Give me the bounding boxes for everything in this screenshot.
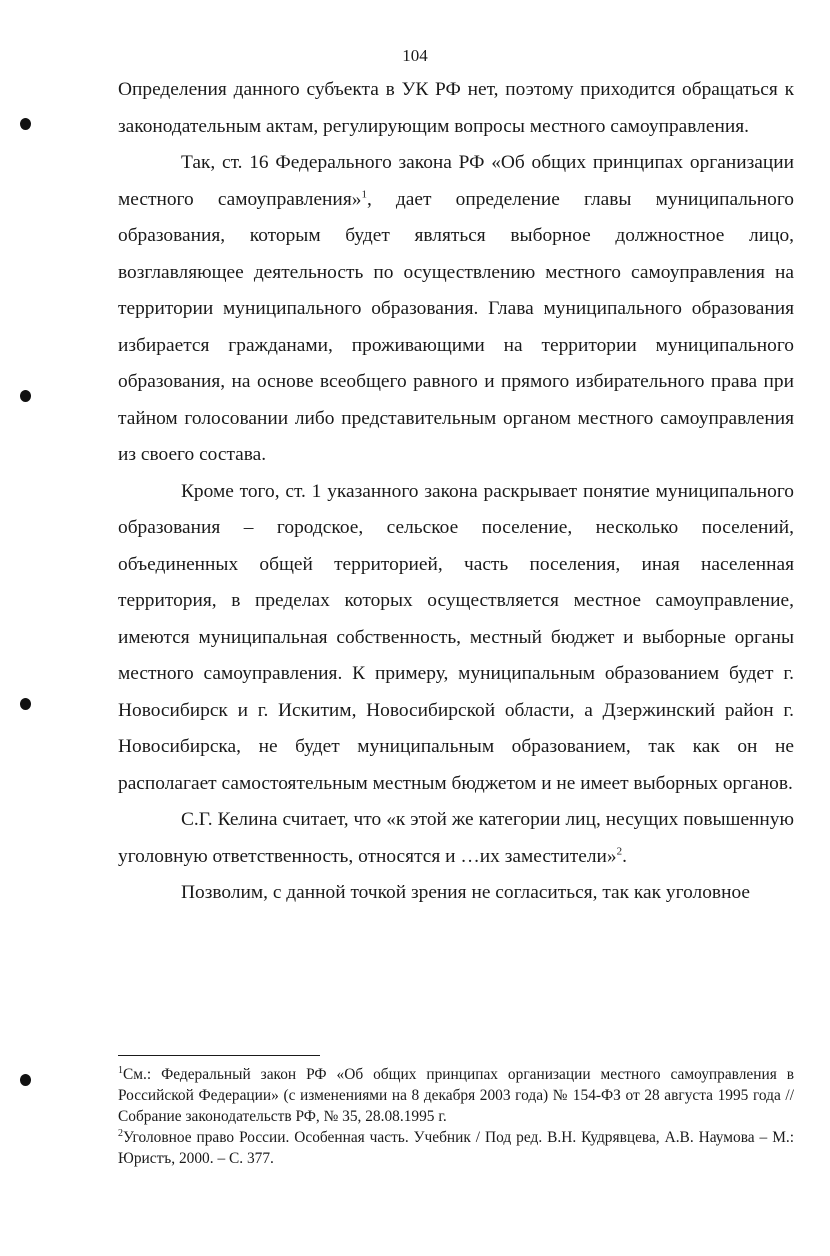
- footnotes: [118, 1064, 794, 1169]
- binding-hole-mark: [20, 698, 31, 710]
- paragraph-kelina: [118, 802, 794, 875]
- footnote-1: [118, 1064, 794, 1127]
- footnote-ref-2[interactable]: 2: [616, 845, 623, 858]
- footnote-2: [118, 1127, 794, 1169]
- paragraph-text: , дает определение главы муниципального образования, которым будет являться выборное должностное лицо, возглавляющее деятельность по осуществлению местного самоуправления на территории муниципального образования. Глава муниципального образования избирается гражданами, проживающими на территории муниципального образования, на основе всеобщего равного и прямого избирательного права при тайном голосовании либо представительным органом местного самоуправления из своего состава.: [118, 188, 794, 465]
- paragraph-article-1: Кроме того, ст. 1 указанного закона раскрывает понятие муниципального образования – городское, сельское поселение, несколько поселений, объединенных общей территорией, часть поселения, иная населенная территория, в пределах которых осуществляется местное самоуправление, имеются муниципальная собственность, местный бюджет и выборные органы местного самоуправления. К примеру, муниципальным образованием будет г. Новосибирск и г. Искитим, Новосибирской области, а Дзержинский район г. Новосибирска, не будет муниципальным образованием, так как он не располагает самостоятельным местным бюджетом и не имеет выборных органов.: [118, 480, 794, 794]
- page-number: 104: [402, 46, 428, 65]
- footnote-text: Уголовное право России. Особенная часть. Учебник / Под ред. В.Н. Кудрявцева, А.В. Наумова – М.: Юристъ, 2000. – С. 377.: [118, 1129, 794, 1167]
- footnote-mark: 1: [118, 1064, 123, 1076]
- paragraph-text: .: [622, 845, 627, 867]
- paragraph-continuation: Определения данного субъекта в УК РФ нет, поэтому приходится обращаться к законодательным актам, регулирующим вопросы местного самоуправления.: [118, 79, 794, 137]
- paragraph-article-16: [118, 145, 794, 474]
- body-text: [118, 72, 794, 912]
- footnote-mark: 2: [118, 1127, 123, 1139]
- footnote-separator: [118, 1055, 320, 1056]
- binding-hole-mark: [20, 118, 31, 130]
- footnote-text: См.: Федеральный закон РФ «Об общих принципах организации местного самоуправления в Российской Федерации» (с изменениями на 8 декабря 2003 года) № 154-ФЗ от 28 августа 1995 года // Собрание законодательств РФ, № 35, 28.08.1995 г.: [118, 1066, 794, 1125]
- footnote-ref-1[interactable]: 1: [361, 188, 367, 201]
- paragraph-text: С.Г. Келина считает, что «к этой же категории лиц, несущих повышенную уголовную ответственность, относятся и …их заместители»: [118, 809, 794, 867]
- paragraph-disagree: Позволим, с данной точкой зрения не согласиться, так как уголовное: [181, 882, 750, 903]
- binding-hole-mark: [20, 390, 31, 402]
- binding-hole-mark: [20, 1074, 31, 1086]
- paragraph-text: Так, ст. 16 Федерального закона РФ «Об общих принципах организации местного самоуправления»: [118, 152, 794, 210]
